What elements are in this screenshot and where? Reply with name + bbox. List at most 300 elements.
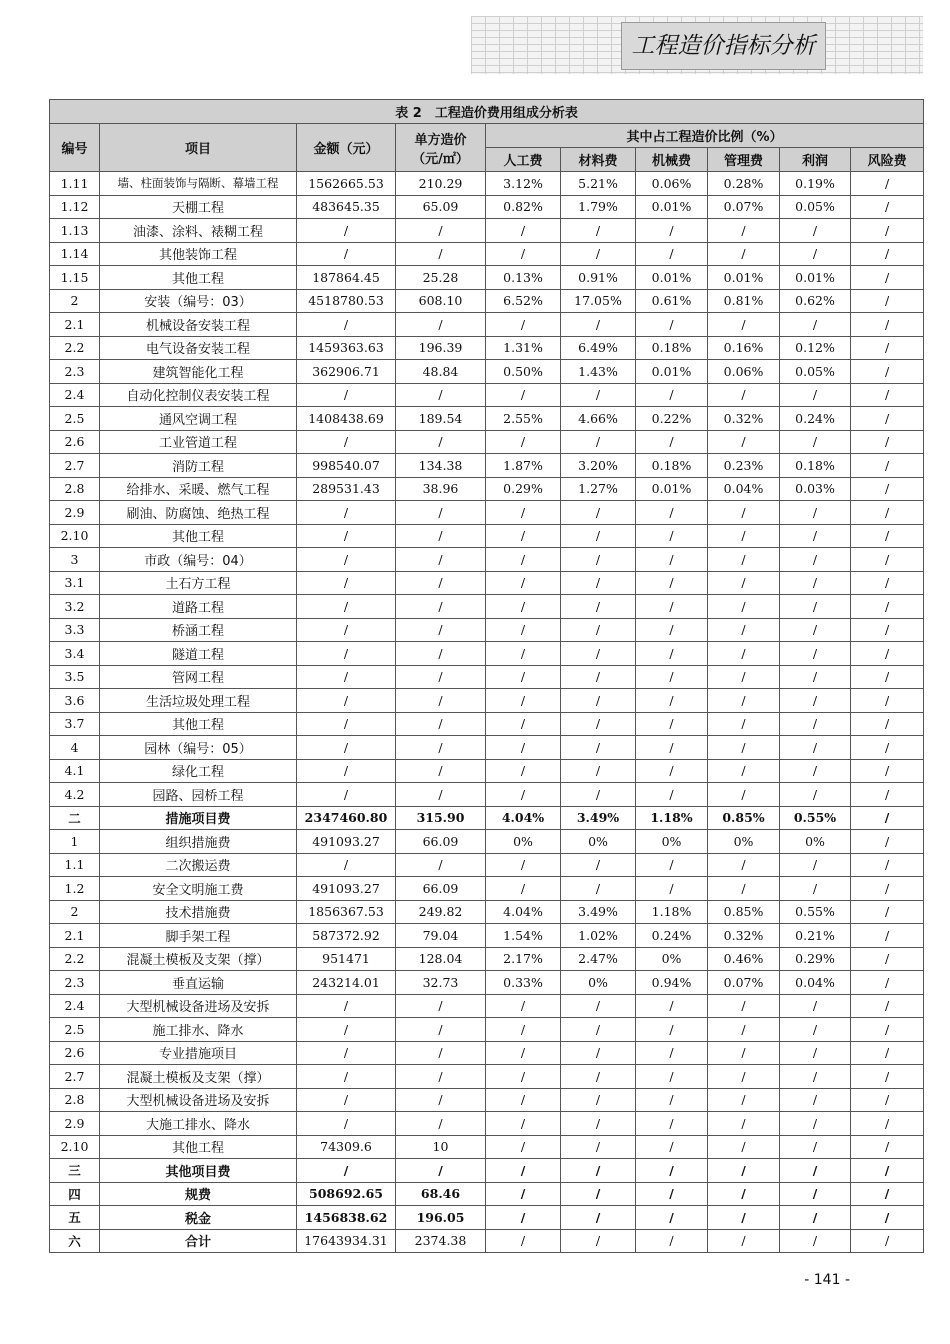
cell-labor: / — [486, 1206, 561, 1230]
cell-unit: / — [396, 501, 486, 525]
cell-mgmt: 0.46% — [708, 947, 780, 971]
cell-item: 其他装饰工程 — [100, 242, 297, 266]
cell-mgmt: / — [708, 1159, 780, 1183]
cell-item: 墙、柱面装饰与隔断、幕墙工程 — [100, 172, 297, 196]
cell-code: 1.15 — [50, 266, 100, 290]
cell-risk: / — [851, 289, 924, 313]
cell-labor: / — [486, 1041, 561, 1065]
cell-unit: / — [396, 242, 486, 266]
cell-unit: / — [396, 383, 486, 407]
cell-material: / — [561, 548, 636, 572]
cell-profit: / — [780, 1229, 851, 1253]
cell-material: / — [561, 501, 636, 525]
cell-labor: / — [486, 736, 561, 760]
cell-mgmt: 0.23% — [708, 454, 780, 478]
cell-code: 3.6 — [50, 689, 100, 713]
table-row — [50, 665, 924, 689]
cell-risk: / — [851, 947, 924, 971]
cell-material: / — [561, 595, 636, 619]
cell-material: / — [561, 524, 636, 548]
cell-machine: / — [636, 1206, 708, 1230]
cell-profit: 0.19% — [780, 172, 851, 196]
cell-code: 3.7 — [50, 712, 100, 736]
cell-profit: 0.04% — [780, 971, 851, 995]
table-row — [50, 877, 924, 901]
cell-machine: 0.01% — [636, 360, 708, 384]
cell-risk: / — [851, 1112, 924, 1136]
cell-risk: / — [851, 548, 924, 572]
cell-amount: 998540.07 — [297, 454, 396, 478]
cell-amount: / — [297, 736, 396, 760]
cell-unit: / — [396, 548, 486, 572]
cell-item: 安全文明施工费 — [100, 877, 297, 901]
cell-risk: / — [851, 900, 924, 924]
cell-mgmt: / — [708, 665, 780, 689]
cell-profit: 0.24% — [780, 407, 851, 431]
cell-amount: 1459363.63 — [297, 336, 396, 360]
table-row — [50, 1065, 924, 1089]
cell-amount: / — [297, 1112, 396, 1136]
cell-labor: 4.04% — [486, 900, 561, 924]
cell-code: 2.10 — [50, 524, 100, 548]
cell-unit: 196.39 — [396, 336, 486, 360]
cell-code: 2.7 — [50, 1065, 100, 1089]
cell-unit: 196.05 — [396, 1206, 486, 1230]
cell-mgmt: / — [708, 1041, 780, 1065]
cell-profit: / — [780, 736, 851, 760]
cell-code: 六 — [50, 1229, 100, 1253]
cell-code: 1.13 — [50, 219, 100, 243]
cell-unit: / — [396, 759, 486, 783]
cell-amount: 1408438.69 — [297, 407, 396, 431]
cell-profit: / — [780, 994, 851, 1018]
table-row — [50, 618, 924, 642]
cell-item: 工业管道工程 — [100, 430, 297, 454]
cell-code: 4.1 — [50, 759, 100, 783]
cell-code: 1.12 — [50, 195, 100, 219]
cell-code: 2 — [50, 289, 100, 313]
table-row — [50, 689, 924, 713]
cell-code: 3 — [50, 548, 100, 572]
table-row — [50, 1112, 924, 1136]
cell-unit: / — [396, 689, 486, 713]
cell-profit: / — [780, 642, 851, 666]
cell-labor: / — [486, 1182, 561, 1206]
table-row — [50, 266, 924, 290]
cell-material: / — [561, 1229, 636, 1253]
cell-mgmt: 0.06% — [708, 360, 780, 384]
cell-item: 其他工程 — [100, 266, 297, 290]
cell-risk: / — [851, 1229, 924, 1253]
cell-amount: / — [297, 595, 396, 619]
cell-machine: 1.18% — [636, 900, 708, 924]
cell-mgmt: / — [708, 712, 780, 736]
cell-mgmt: 0.07% — [708, 971, 780, 995]
cell-machine: 0% — [636, 830, 708, 854]
cell-machine: / — [636, 430, 708, 454]
cell-profit: 0.18% — [780, 454, 851, 478]
cell-amount: / — [297, 313, 396, 337]
cell-amount: / — [297, 548, 396, 572]
cell-risk: / — [851, 642, 924, 666]
cell-material: 0.91% — [561, 266, 636, 290]
cell-mgmt: 0.04% — [708, 477, 780, 501]
cell-material: / — [561, 383, 636, 407]
table-row — [50, 1229, 924, 1253]
cell-labor: / — [486, 689, 561, 713]
cell-labor: / — [486, 595, 561, 619]
cell-unit: / — [396, 712, 486, 736]
cell-mgmt: 0% — [708, 830, 780, 854]
cell-labor: / — [486, 783, 561, 807]
cell-code: 1.11 — [50, 172, 100, 196]
cell-machine: / — [636, 595, 708, 619]
table-row — [50, 712, 924, 736]
cell-code: 2.6 — [50, 1041, 100, 1065]
cell-unit: / — [396, 1018, 486, 1042]
table-row — [50, 1018, 924, 1042]
cell-code: 2.2 — [50, 336, 100, 360]
cell-amount: 491093.27 — [297, 830, 396, 854]
cell-machine: / — [636, 313, 708, 337]
cell-amount: / — [297, 242, 396, 266]
cell-amount: 17643934.31 — [297, 1229, 396, 1253]
cell-code: 2.9 — [50, 501, 100, 525]
cell-code: 2.4 — [50, 994, 100, 1018]
table-row — [50, 571, 924, 595]
cell-labor: / — [486, 618, 561, 642]
cell-unit: 608.10 — [396, 289, 486, 313]
cell-material: / — [561, 1182, 636, 1206]
header-mgmt: 管理费 — [708, 148, 780, 172]
cell-risk: / — [851, 571, 924, 595]
cell-unit: 66.09 — [396, 830, 486, 854]
cell-amount: / — [297, 1018, 396, 1042]
cell-machine: 0.06% — [636, 172, 708, 196]
cell-material: / — [561, 1112, 636, 1136]
cell-item: 税金 — [100, 1206, 297, 1230]
table-row — [50, 219, 924, 243]
cell-amount: 187864.45 — [297, 266, 396, 290]
cell-material: 1.43% — [561, 360, 636, 384]
cell-profit: / — [780, 1182, 851, 1206]
cell-amount: 362906.71 — [297, 360, 396, 384]
cell-risk: / — [851, 172, 924, 196]
table-row — [50, 736, 924, 760]
cell-profit: / — [780, 712, 851, 736]
cell-item: 天棚工程 — [100, 195, 297, 219]
cell-amount: / — [297, 430, 396, 454]
cell-labor: / — [486, 665, 561, 689]
cell-code: 4 — [50, 736, 100, 760]
cell-labor: / — [486, 1135, 561, 1159]
cell-machine: / — [636, 1112, 708, 1136]
cell-labor: / — [486, 877, 561, 901]
cell-material: 2.47% — [561, 947, 636, 971]
cell-item: 其他工程 — [100, 524, 297, 548]
cell-material: / — [561, 1041, 636, 1065]
cell-machine: / — [636, 501, 708, 525]
cell-mgmt: / — [708, 242, 780, 266]
cell-labor: / — [486, 1088, 561, 1112]
cell-risk: / — [851, 830, 924, 854]
cell-unit: 10 — [396, 1135, 486, 1159]
cell-risk: / — [851, 924, 924, 948]
table-row — [50, 971, 924, 995]
cell-machine: / — [636, 783, 708, 807]
cell-item: 大型机械设备进场及安拆 — [100, 1088, 297, 1112]
cell-material: / — [561, 877, 636, 901]
cell-amount: 1456838.62 — [297, 1206, 396, 1230]
cell-item: 其他工程 — [100, 712, 297, 736]
table-row — [50, 430, 924, 454]
cell-item: 隧道工程 — [100, 642, 297, 666]
cell-labor: 0.33% — [486, 971, 561, 995]
cell-profit: / — [780, 689, 851, 713]
cell-risk: / — [851, 1159, 924, 1183]
cell-profit: / — [780, 1112, 851, 1136]
cell-mgmt: / — [708, 571, 780, 595]
cell-labor: / — [486, 313, 561, 337]
cell-material: / — [561, 313, 636, 337]
cell-machine: 0.24% — [636, 924, 708, 948]
cell-unit: / — [396, 853, 486, 877]
cell-material: 5.21% — [561, 172, 636, 196]
table-row — [50, 407, 924, 431]
cell-item: 给排水、采暖、燃气工程 — [100, 477, 297, 501]
cell-item: 措施项目费 — [100, 806, 297, 830]
cell-code: 2.6 — [50, 430, 100, 454]
table-row — [50, 172, 924, 196]
cell-code: 1.14 — [50, 242, 100, 266]
table-row — [50, 1041, 924, 1065]
cell-machine: 0.61% — [636, 289, 708, 313]
cell-mgmt: 0.85% — [708, 900, 780, 924]
cell-material: / — [561, 1135, 636, 1159]
cell-machine: / — [636, 383, 708, 407]
cell-unit: 134.38 — [396, 454, 486, 478]
cell-material: / — [561, 994, 636, 1018]
cell-item: 市政（编号：04） — [100, 548, 297, 572]
cell-amount: / — [297, 783, 396, 807]
cell-profit: / — [780, 1206, 851, 1230]
table-row — [50, 524, 924, 548]
cell-risk: / — [851, 313, 924, 337]
cell-amount: / — [297, 501, 396, 525]
header-unit-cost-line2: （元/㎡） — [412, 151, 469, 167]
cell-risk: / — [851, 736, 924, 760]
cell-amount: 289531.43 — [297, 477, 396, 501]
cell-unit: / — [396, 665, 486, 689]
header-unit-cost — [396, 124, 486, 172]
cell-mgmt: 0.32% — [708, 407, 780, 431]
cell-machine: 0.01% — [636, 477, 708, 501]
cell-code: 2.9 — [50, 1112, 100, 1136]
cell-labor: 1.54% — [486, 924, 561, 948]
cell-material: 4.66% — [561, 407, 636, 431]
cell-machine: 0.94% — [636, 971, 708, 995]
cell-amount: / — [297, 642, 396, 666]
cell-item: 刷油、防腐蚀、绝热工程 — [100, 501, 297, 525]
cell-item: 油漆、涂料、裱糊工程 — [100, 219, 297, 243]
cell-risk: / — [851, 266, 924, 290]
cell-unit: 25.28 — [396, 266, 486, 290]
cell-risk: / — [851, 501, 924, 525]
cell-material: / — [561, 759, 636, 783]
table-row — [50, 642, 924, 666]
cell-amount: / — [297, 571, 396, 595]
cell-machine: 0.18% — [636, 454, 708, 478]
cell-risk: / — [851, 336, 924, 360]
header-code: 编号 — [50, 124, 100, 172]
cell-material: / — [561, 242, 636, 266]
cell-labor: / — [486, 759, 561, 783]
cell-labor: / — [486, 571, 561, 595]
cell-labor: / — [486, 853, 561, 877]
cell-amount: 508692.65 — [297, 1182, 396, 1206]
cell-profit: 0.03% — [780, 477, 851, 501]
cell-mgmt: / — [708, 1135, 780, 1159]
cell-item: 混凝土模板及支架（撑） — [100, 947, 297, 971]
cell-profit: / — [780, 783, 851, 807]
page-number: - 141 - — [804, 1272, 850, 1288]
cell-machine: 0.18% — [636, 336, 708, 360]
cell-risk: / — [851, 595, 924, 619]
cell-risk: / — [851, 1135, 924, 1159]
table-row — [50, 1159, 924, 1183]
cell-material: 1.27% — [561, 477, 636, 501]
cell-profit: 0.12% — [780, 336, 851, 360]
cell-code: 3.1 — [50, 571, 100, 595]
cell-risk: / — [851, 1182, 924, 1206]
cell-amount: / — [297, 1065, 396, 1089]
cell-machine: / — [636, 524, 708, 548]
cell-machine: / — [636, 642, 708, 666]
cell-amount: 74309.6 — [297, 1135, 396, 1159]
cell-material: / — [561, 853, 636, 877]
cell-material: / — [561, 1018, 636, 1042]
cell-labor: 2.55% — [486, 407, 561, 431]
cell-labor: / — [486, 430, 561, 454]
cell-code: 3.2 — [50, 595, 100, 619]
cell-material: / — [561, 1206, 636, 1230]
cell-amount: 1562665.53 — [297, 172, 396, 196]
cell-labor: / — [486, 712, 561, 736]
cell-profit: / — [780, 219, 851, 243]
cell-profit: / — [780, 853, 851, 877]
cell-unit: 38.96 — [396, 477, 486, 501]
cell-unit: / — [396, 1041, 486, 1065]
cell-risk: / — [851, 806, 924, 830]
cell-profit: 0.01% — [780, 266, 851, 290]
header-risk: 风险费 — [851, 148, 924, 172]
cell-machine: 0.01% — [636, 266, 708, 290]
header-amount: 金额（元） — [297, 124, 396, 172]
cost-composition-table — [49, 99, 924, 1253]
cell-profit: / — [780, 1088, 851, 1112]
cell-risk: / — [851, 430, 924, 454]
cell-unit: 32.73 — [396, 971, 486, 995]
cell-item: 规费 — [100, 1182, 297, 1206]
cell-labor: 1.31% — [486, 336, 561, 360]
cell-risk: / — [851, 689, 924, 713]
cell-amount: 2347460.80 — [297, 806, 396, 830]
cell-item: 组织措施费 — [100, 830, 297, 854]
cell-labor: / — [486, 1229, 561, 1253]
table-body — [50, 172, 924, 1253]
cell-unit: 249.82 — [396, 900, 486, 924]
cell-labor: 0.50% — [486, 360, 561, 384]
cell-profit: / — [780, 313, 851, 337]
table-row — [50, 806, 924, 830]
cell-mgmt: / — [708, 524, 780, 548]
cell-unit: / — [396, 618, 486, 642]
cell-risk: / — [851, 407, 924, 431]
cell-risk: / — [851, 360, 924, 384]
cell-mgmt: / — [708, 1065, 780, 1089]
cell-code: 2.8 — [50, 477, 100, 501]
cell-unit: / — [396, 1159, 486, 1183]
table-caption: 表 2 工程造价费用组成分析表 — [50, 100, 924, 124]
table-row — [50, 242, 924, 266]
cell-item: 消防工程 — [100, 454, 297, 478]
cell-material: 17.05% — [561, 289, 636, 313]
cell-amount: / — [297, 994, 396, 1018]
cell-mgmt: / — [708, 689, 780, 713]
cell-material: / — [561, 219, 636, 243]
cell-machine: / — [636, 242, 708, 266]
cell-labor: / — [486, 642, 561, 666]
cell-labor: / — [486, 1065, 561, 1089]
cell-risk: / — [851, 971, 924, 995]
cell-risk: / — [851, 618, 924, 642]
cell-unit: / — [396, 642, 486, 666]
cell-amount: 1856367.53 — [297, 900, 396, 924]
cell-mgmt: 0.16% — [708, 336, 780, 360]
cell-code: 2.1 — [50, 313, 100, 337]
cell-material: / — [561, 783, 636, 807]
cell-profit: 0.05% — [780, 360, 851, 384]
cell-profit: / — [780, 1065, 851, 1089]
cell-unit: / — [396, 595, 486, 619]
table-row — [50, 994, 924, 1018]
table-row — [50, 383, 924, 407]
cell-machine: / — [636, 548, 708, 572]
cell-mgmt: / — [708, 853, 780, 877]
cell-profit: 0.05% — [780, 195, 851, 219]
cell-unit: 315.90 — [396, 806, 486, 830]
cell-code: 2.2 — [50, 947, 100, 971]
cell-risk: / — [851, 383, 924, 407]
cell-material: / — [561, 665, 636, 689]
cell-material: 6.49% — [561, 336, 636, 360]
cell-mgmt: / — [708, 383, 780, 407]
cell-mgmt: / — [708, 783, 780, 807]
cell-machine: / — [636, 219, 708, 243]
cell-risk: / — [851, 877, 924, 901]
cell-mgmt: / — [708, 548, 780, 572]
cell-labor: 6.52% — [486, 289, 561, 313]
cell-machine: / — [636, 1159, 708, 1183]
cell-mgmt: / — [708, 313, 780, 337]
cell-profit: / — [780, 430, 851, 454]
cell-material: 3.20% — [561, 454, 636, 478]
header-ratio-group: 其中占工程造价比例（%） — [486, 124, 924, 148]
cell-unit: 2374.38 — [396, 1229, 486, 1253]
cell-item: 通风空调工程 — [100, 407, 297, 431]
cell-profit: / — [780, 1135, 851, 1159]
cell-risk: / — [851, 759, 924, 783]
